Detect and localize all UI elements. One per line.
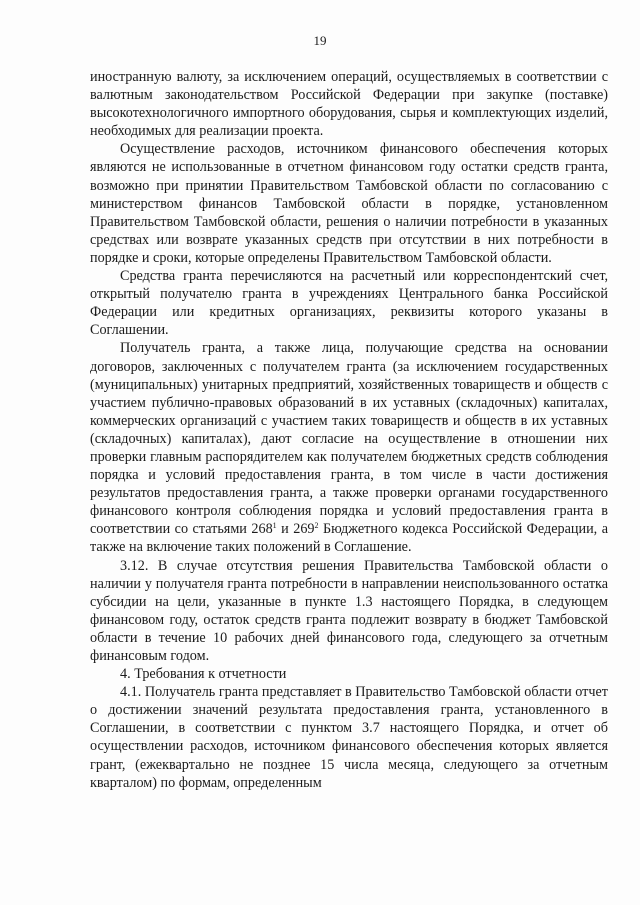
paragraph-transfer: Средства гранта перечисляются на расчетный или корреспондентский счет, открытый получателю гранта в учреждениях Центрального банка Российской Федерации или кредитных организациях, реквизиты которого указаны в Соглашении. [90,268,608,339]
page-number: 19 [313,33,327,48]
paragraph-expenses: Осуществление расходов, источником финансового обеспечения которых являются не использованные в отчетном финансовом году остатки средств гранта, возможно при принятии Правительством Тамбовской области по согласованию с министерством финансов Тамбовской области в порядке, установленном Правительством Тамбовской области, решения о наличии потребности в указанных средствах или возврате указанных средств при отсутствии в них потребности в порядке и сроки, которые определены Правительством Тамбовской области. [90,141,608,266]
paragraph-consent-main: Получатель гранта, а также лица, получающие средства на основании договоров, заключенных с получателем гранта (за исключением государственных (муниципальных) унитарных предприятий, хозяйственных товариществ и обществ с участием публично-правовых образований в их уставных (складочных) капиталах, коммерческих организаций с участием таких товариществ и обществ в их уставных (складочных) капиталах), дают согласие на осуществление в отношении них проверки главным распорядителем как получателем бюджетных средств соблюдения порядка и условий предоставления гранта, в том числе в части достижения результатов предоставления гранта, а также проверки органами государственного финансового контроля соблюдения порядка и условий предоставления гранта в соответствии со статьями 268 [90,340,608,538]
section-heading: 4. Требования к отчетности [120,666,287,683]
paragraph-consent-mid: и 269 [276,521,315,538]
footnote-sup-1: 1 [272,521,277,531]
footnote-sup-2: 2 [314,521,319,531]
paragraph-3-12: 3.12. В случае отсутствия решения Правительства Тамбовской области о наличии у получателя гранта потребности в направлении неиспользованного остатка субсидии на цели, указанные в пункте 1.3 настоящего Порядка, в следующем финансовом году, остаток средств гранта подлежит возврату в бюджет Тамбовской области в течение 10 рабочих дней финансового года, следующего за отчетным финансовым годом. [90,557,608,664]
paragraph-continuation: иностранную валюту, за исключением операций, осуществляемых в соответствии с валютным законодательством Российской Федерации при закупке (поставке) высокотехнологичного импортного оборудования, сырья и комплектующих изделий, необходимых для реализации проекта. [90,69,608,140]
paragraph-consent-end: Бюджетного кодекса Российской Федерации, а также на включение таких положений в Соглашение. [90,521,609,556]
paragraph-consent [90,339,608,556]
document-body [90,68,608,792]
paragraph-4-1: 4.1. Получатель гранта представляет в Правительство Тамбовской области отчет о достижении значений результата предоставления гранта, установленного в Соглашении, в соответствии с пунктом 3.7 настоящего Порядка, и отчет об осуществлении расходов, источником финансового обеспечения которых является грант, (ежеквартально не позднее 15 числа месяца, следующего за отчетным кварталом) по формам, определенным [90,684,608,791]
